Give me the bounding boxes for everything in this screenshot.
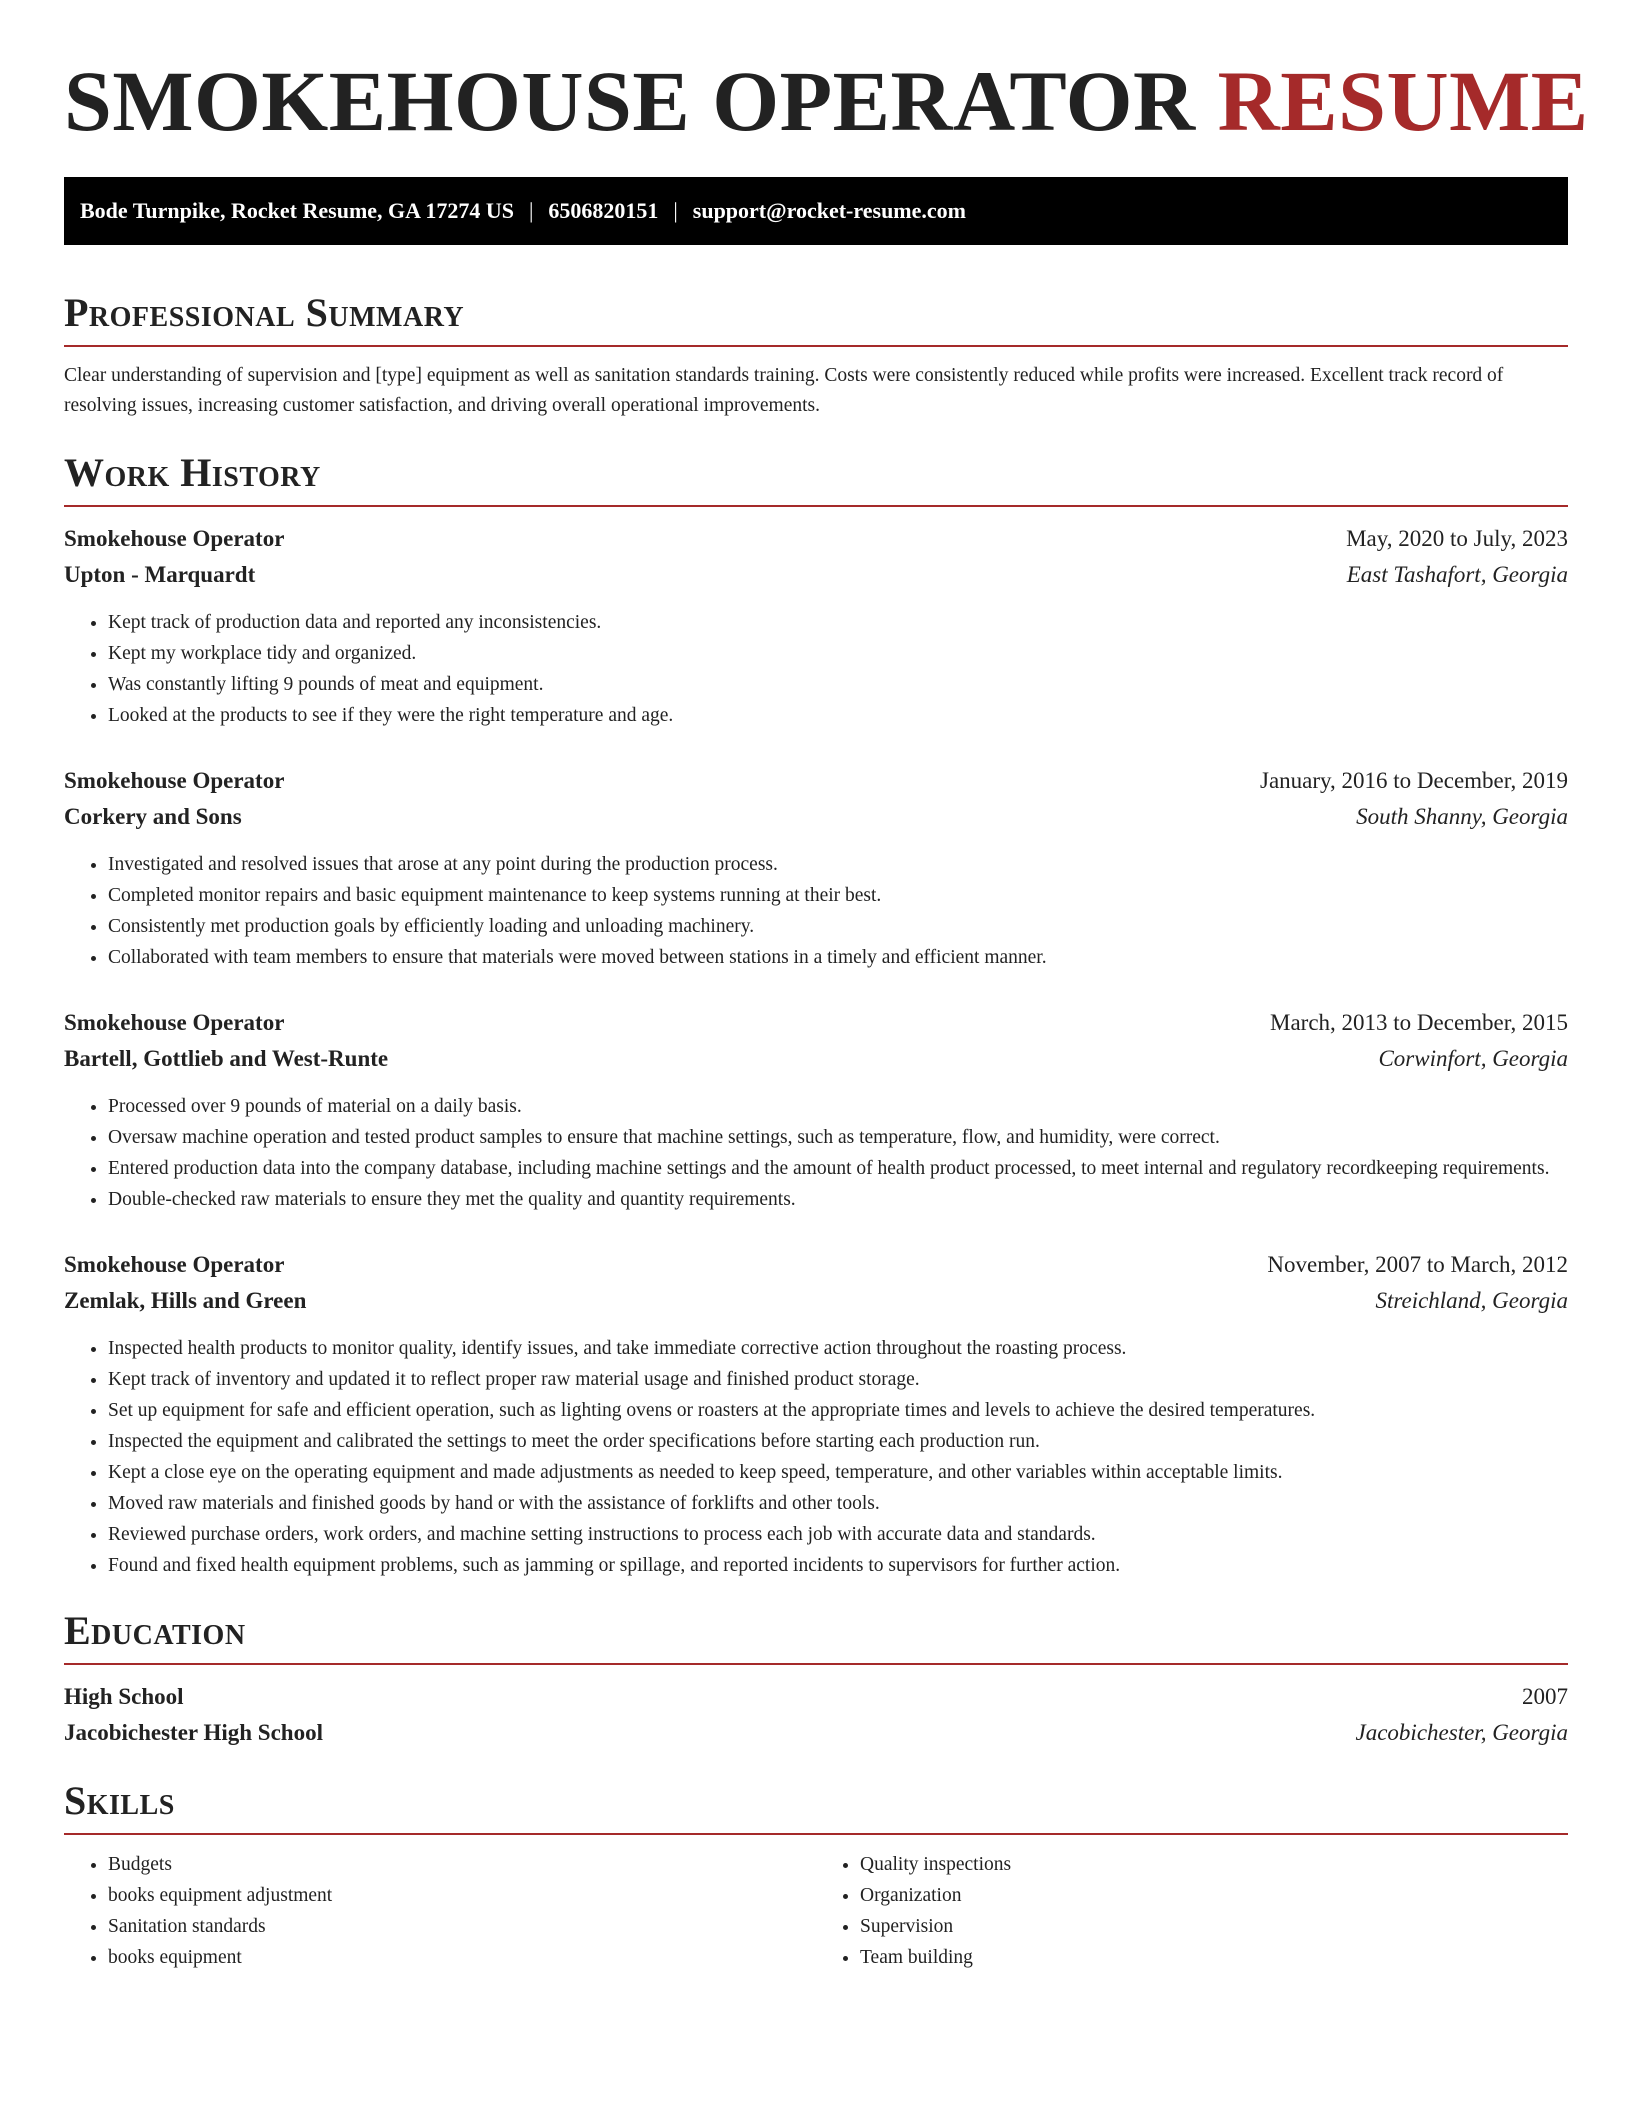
- summary-text: Clear understanding of supervision and [type] equipment as well as sanitation standards training. Costs were consistently reduced while profits were increased. Excellent track record of resolving issues, increasing customer satisfaction, and driving overall operational improvements.: [64, 364, 1504, 416]
- job-bullet: • Double-checked raw materials to ensure they met the quality and quantity requirements.: [108, 1184, 1568, 1215]
- job-bullets: [64, 607, 1568, 731]
- job-title: Smokehouse Operator: [64, 525, 285, 551]
- summary-heading: Professional Summary: [64, 289, 1568, 347]
- job-row-bottom: [64, 557, 1568, 593]
- skill-item: • Supervision: [860, 1911, 1568, 1942]
- skill-item: • books equipment: [108, 1942, 816, 1973]
- skills-grid: [64, 1849, 1568, 1973]
- education-degree: High School: [64, 1683, 184, 1709]
- job-dates: May, 2020 to July, 2023: [1346, 525, 1568, 551]
- skills-section: [64, 1777, 1568, 1973]
- job-bullet: • Consistently met production goals by efficiently loading and unloading machinery.: [108, 911, 1568, 942]
- education-school: Jacobichester High School: [64, 1719, 323, 1745]
- job-entry: [64, 521, 1568, 731]
- job-bullet: • Entered production data into the company database, including machine settings and the amount of health product processed, to meet internal and regulatory recordkeeping requirements.: [108, 1153, 1568, 1184]
- resume-title-main: SMOKEHOUSE OPERATOR: [64, 53, 1196, 149]
- job-company: Corkery and Sons: [64, 803, 242, 829]
- job-bullet: • Completed monitor repairs and basic equipment maintenance to keep systems running at their best.: [108, 880, 1568, 911]
- contact-bar: [64, 177, 1568, 245]
- work-history-heading: Work History: [64, 449, 1568, 507]
- contact-phone: 6506820151: [548, 197, 659, 223]
- job-dates: March, 2013 to December, 2015: [1270, 1009, 1568, 1035]
- job-bullet: • Oversaw machine operation and tested product samples to ensure that machine settings, such as temperature, flow, and humidity, were correct.: [108, 1122, 1568, 1153]
- job-location: East Tashafort, Georgia: [1346, 561, 1568, 587]
- job-dates: January, 2016 to December, 2019: [1260, 767, 1568, 793]
- resume-title-accent: RESUME: [1217, 53, 1589, 149]
- job-bullet: • Kept my workplace tidy and organized.: [108, 638, 1568, 669]
- job-bullets: [64, 1091, 1568, 1215]
- job-row-top: [64, 1247, 1568, 1283]
- education-row-top: [64, 1679, 1568, 1715]
- job-entry: [64, 1247, 1568, 1581]
- job-bullets: [64, 849, 1568, 973]
- job-row-bottom: [64, 1283, 1568, 1319]
- job-location: Corwinfort, Georgia: [1378, 1045, 1568, 1071]
- contact-separator: |: [528, 197, 534, 223]
- job-bullet: • Processed over 9 pounds of material on a daily basis.: [108, 1091, 1568, 1122]
- skill-item: • books equipment adjustment: [108, 1880, 816, 1911]
- job-company: Upton - Marquardt: [64, 561, 256, 587]
- job-row-top: [64, 763, 1568, 799]
- job-row-bottom: [64, 799, 1568, 835]
- job-bullet: • Inspected the equipment and calibrated the settings to meet the order specifications before starting each production run.: [108, 1426, 1568, 1457]
- contact-email: support@rocket-resume.com: [692, 197, 966, 223]
- education-year: 2007: [1522, 1683, 1568, 1709]
- skills-heading: Skills: [64, 1777, 1568, 1835]
- job-bullet: • Kept track of production data and reported any inconsistencies.: [108, 607, 1568, 638]
- skill-item: • Budgets: [108, 1849, 816, 1880]
- job-bullet: • Moved raw materials and finished goods by hand or with the assistance of forklifts and other tools.: [108, 1488, 1568, 1519]
- work-history-section: [64, 449, 1568, 1581]
- job-entry: [64, 1005, 1568, 1215]
- education-row-bottom: [64, 1715, 1568, 1751]
- job-bullet: • Inspected health products to monitor quality, identify issues, and take immediate corrective action throughout the roasting process.: [108, 1333, 1568, 1364]
- job-row-bottom: [64, 1041, 1568, 1077]
- skill-item: • Team building: [860, 1942, 1568, 1973]
- job-bullet: • Found and fixed health equipment problems, such as jamming or spillage, and reported incidents to supervisors for further action.: [108, 1550, 1568, 1581]
- education-section: [64, 1607, 1568, 1751]
- skill-item: • Quality inspections: [860, 1849, 1568, 1880]
- job-bullet: • Investigated and resolved issues that arose at any point during the production process.: [108, 849, 1568, 880]
- job-dates: November, 2007 to March, 2012: [1267, 1251, 1568, 1277]
- job-bullet: • Set up equipment for safe and efficient operation, such as lighting ovens or roasters at the appropriate times and levels to achieve the desired temperatures.: [108, 1395, 1568, 1426]
- job-bullet: • Kept a close eye on the operating equipment and made adjustments as needed to keep speed, temperature, and other variables within acceptable limits.: [108, 1457, 1568, 1488]
- job-title: Smokehouse Operator: [64, 1251, 285, 1277]
- education-location: Jacobichester, Georgia: [1355, 1719, 1568, 1745]
- job-bullet: • Looked at the products to see if they were the right temperature and age.: [108, 700, 1568, 731]
- job-bullet: • Kept track of inventory and updated it to reflect proper raw material usage and finished product storage.: [108, 1364, 1568, 1395]
- skills-column-left: [64, 1849, 816, 1973]
- job-location: Streichland, Georgia: [1375, 1287, 1568, 1313]
- job-bullets: [64, 1333, 1568, 1581]
- job-company: Bartell, Gottlieb and West-Runte: [64, 1045, 389, 1071]
- resume-title: [64, 52, 1589, 151]
- summary-section: [64, 289, 1568, 421]
- job-title: Smokehouse Operator: [64, 767, 285, 793]
- job-bullet: • Collaborated with team members to ensure that materials were moved between stations in a timely and efficient manner.: [108, 942, 1568, 973]
- contact-address: Bode Turnpike, Rocket Resume, GA 17274 US: [80, 197, 514, 223]
- skill-item: • Organization: [860, 1880, 1568, 1911]
- skill-item: • Sanitation standards: [108, 1911, 816, 1942]
- jobs-list: [64, 521, 1568, 1581]
- job-bullet: • Reviewed purchase orders, work orders, and machine setting instructions to process each job with accurate data and standards.: [108, 1519, 1568, 1550]
- education-heading: Education: [64, 1607, 1568, 1665]
- contact-separator: |: [673, 197, 678, 223]
- job-row-top: [64, 521, 1568, 557]
- job-entry: [64, 763, 1568, 973]
- job-bullet: • Was constantly lifting 9 pounds of meat and equipment.: [108, 669, 1568, 700]
- job-row-top: [64, 1005, 1568, 1041]
- skills-column-right: [816, 1849, 1568, 1973]
- job-company: Zemlak, Hills and Green: [64, 1287, 307, 1313]
- job-title: Smokehouse Operator: [64, 1009, 285, 1035]
- job-location: South Shanny, Georgia: [1356, 803, 1568, 829]
- education-entry: [64, 1679, 1568, 1751]
